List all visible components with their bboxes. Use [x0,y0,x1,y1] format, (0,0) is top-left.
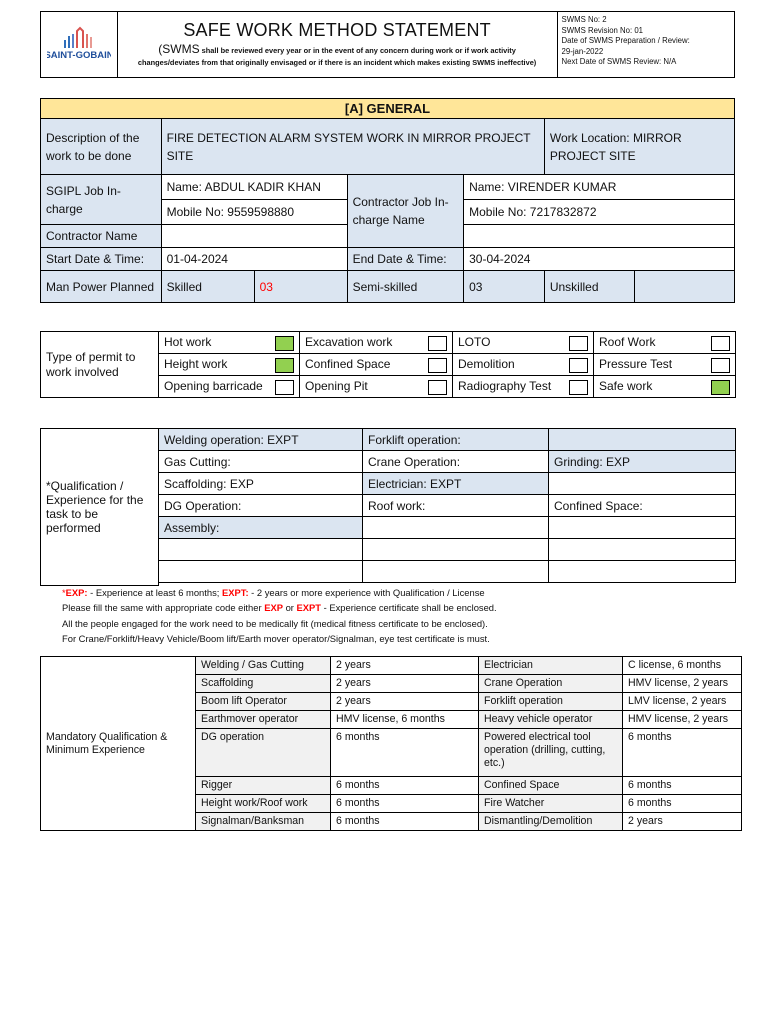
mandatory-table [40,656,742,831]
qual-cell [549,539,736,561]
permit-excavation-work[interactable]: Excavation work [300,332,453,354]
unskilled-value [634,271,734,303]
general-table [40,98,735,303]
sgipl-label: SGIPL Job In-charge [41,175,162,225]
permit-safe-work[interactable]: Safe work [594,376,736,398]
mand-cell: Dismantling/Demolition [479,813,623,831]
note-fill: Please fill the same with appropriate code either EXP or EXPT - Experience certificate shall be enclosed. [62,602,497,614]
qualification-table [40,428,736,586]
mand-cell: 6 months [331,795,479,813]
checkbox-icon[interactable] [711,380,730,395]
note-codes: *EXP: - Experience at least 6 months; EXPT: - 2 years or more experience with Qualification / License [62,587,485,598]
contractor-extra-field [464,225,735,248]
mand-cell: Electrician [479,657,623,675]
qual-cell [549,429,736,451]
mand-cell: 2 years [331,675,479,693]
mand-cell: 2 years [623,813,742,831]
mand-cell: DG operation [196,729,331,777]
qual-cell: Scaffolding: EXP [159,473,363,495]
desc-label: Description of the work to be done [41,119,162,175]
mand-cell: Crane Operation [479,675,623,693]
mand-cell: 2 years [331,657,479,675]
mand-cell: Forklift operation [479,693,623,711]
qual-cell [549,517,736,539]
desc-value: FIRE DETECTION ALARM SYSTEM WORK IN MIRROR PROJECT SITE [161,119,544,175]
permit-opening-pit[interactable]: Opening Pit [300,376,453,398]
sgipl-mobile: Mobile No: 9559598880 [161,200,347,225]
checkbox-icon[interactable] [569,358,588,373]
mand-cell: HMV license, 2 years [623,711,742,729]
mand-cell: Earthmover operator [196,711,331,729]
mand-cell: 6 months [331,813,479,831]
permit-roof-work[interactable]: Roof Work [594,332,736,354]
mand-cell: Powered electrical tool operation (drilling, cutting, etc.) [479,729,623,777]
document-title: SAFE WORK METHOD STATEMENT [183,20,491,40]
mand-cell: Welding / Gas Cutting [196,657,331,675]
qual-cell [363,539,549,561]
work-location: Work Location: MIRROR PROJECT SITE [544,119,734,175]
mand-cell: 6 months [331,729,479,777]
manpower-label: Man Power Planned [41,271,162,303]
logo-cell [41,12,118,78]
permit-demolition[interactable]: Demolition [453,354,594,376]
mand-cell: Height work/Roof work [196,795,331,813]
qual-cell: Welding operation: EXPT [159,429,363,451]
semiskilled-label: Semi-skilled [347,271,464,303]
permit-radiography-test[interactable]: Radiography Test [453,376,594,398]
semiskilled-value: 03 [464,271,545,303]
permit-hot-work[interactable]: Hot work [159,332,300,354]
contractor-name-label: Contractor Name [41,225,162,248]
qualification-label: *Qualification / Experience for the task to be performed [41,429,159,586]
document-subtitle: (SWMS shall be reviewed every year or in the event of any concern during work or if work activity changes/deviates from that originally envisaged or if there is an incident which makes existing SWMS ineffective) [137,42,537,67]
qual-cell: DG Operation: [159,495,363,517]
checkbox-icon[interactable] [275,380,294,395]
note-eye-test: For Crane/Forklift/Heavy Vehicle/Boom lift/Earth mover operator/Signalman, eye test certificate is must. [62,633,490,645]
qual-cell: Grinding: EXP [549,451,736,473]
mand-cell: Boom lift Operator [196,693,331,711]
contractor-mobile: Mobile No: 7217832872 [464,200,735,225]
saint-gobain-logo [47,22,111,62]
qual-cell: Crane Operation: [363,451,549,473]
unskilled-label: Unskilled [544,271,634,303]
mandatory-label: Mandatory Qualification & Minimum Experience [41,657,196,831]
title-cell [117,12,557,78]
header-table [40,11,735,78]
permit-height-work[interactable]: Height work [159,354,300,376]
mand-cell: 6 months [623,777,742,795]
checkbox-icon[interactable] [711,358,730,373]
mand-cell: Confined Space [479,777,623,795]
start-value: 01-04-2024 [161,248,347,271]
skilled-value: 03 [254,271,347,303]
checkbox-icon[interactable] [569,380,588,395]
qual-cell: Assembly: [159,517,363,539]
general-heading: [A] GENERAL [41,99,735,119]
permit-pressure-test[interactable]: Pressure Test [594,354,736,376]
checkbox-icon[interactable] [275,336,294,351]
permit-table [40,331,736,398]
mand-cell: LMV license, 2 years [623,693,742,711]
mand-cell: Fire Watcher [479,795,623,813]
contractor-incharge-label: Contractor Job In-charge Name [347,175,464,248]
checkbox-icon[interactable] [569,336,588,351]
qual-cell [363,561,549,583]
qual-cell [549,473,736,495]
qual-cell [159,539,363,561]
mand-cell: Rigger [196,777,331,795]
permit-loto[interactable]: LOTO [453,332,594,354]
mand-cell: Signalman/Banksman [196,813,331,831]
qual-cell: Electrician: EXPT [363,473,549,495]
qual-cell [159,561,363,583]
checkbox-icon[interactable] [711,336,730,351]
sgipl-name: Name: ABDUL KADIR KHAN [161,175,347,200]
qual-cell: Confined Space: [549,495,736,517]
permit-confined-space[interactable]: Confined Space [300,354,453,376]
mand-cell: 6 months [623,795,742,813]
permit-label: Type of permit to work involved [41,332,159,398]
end-label: End Date & Time: [347,248,464,271]
start-label: Start Date & Time: [41,248,162,271]
end-value: 30-04-2024 [464,248,735,271]
notes [62,585,742,647]
mand-cell: 6 months [623,729,742,777]
svg-text:SAINT-GOBAIN: SAINT-GOBAIN [46,50,111,61]
checkbox-icon[interactable] [275,358,294,373]
checkbox-icon[interactable] [428,380,447,395]
mand-cell: 2 years [331,693,479,711]
contractor-name-value: Name: VIRENDER KUMAR [464,175,735,200]
swms-meta: SWMS No: 2 SWMS Revision No: 01 Date of SWMS Preparation / Review: 29-jan-2022 Next Date of SWMS Review: N/A [557,12,734,78]
mand-cell: Heavy vehicle operator [479,711,623,729]
contractor-name-field [161,225,347,248]
qual-cell [363,517,549,539]
mand-cell: HMV license, 2 years [623,675,742,693]
mand-cell: C license, 6 months [623,657,742,675]
mand-cell: HMV license, 6 months [331,711,479,729]
qual-cell: Forklift operation: [363,429,549,451]
qual-cell: Roof work: [363,495,549,517]
qual-cell: Gas Cutting: [159,451,363,473]
checkbox-icon[interactable] [428,336,447,351]
checkbox-icon[interactable] [428,358,447,373]
mand-cell: 6 months [331,777,479,795]
note-medical: All the people engaged for the work need to be medically fit (medical fitness certificate to be enclosed). [62,617,488,629]
permit-opening-barricade[interactable]: Opening barricade [159,376,300,398]
skilled-label: Skilled [161,271,254,303]
mand-cell: Scaffolding [196,675,331,693]
qual-cell [549,561,736,583]
